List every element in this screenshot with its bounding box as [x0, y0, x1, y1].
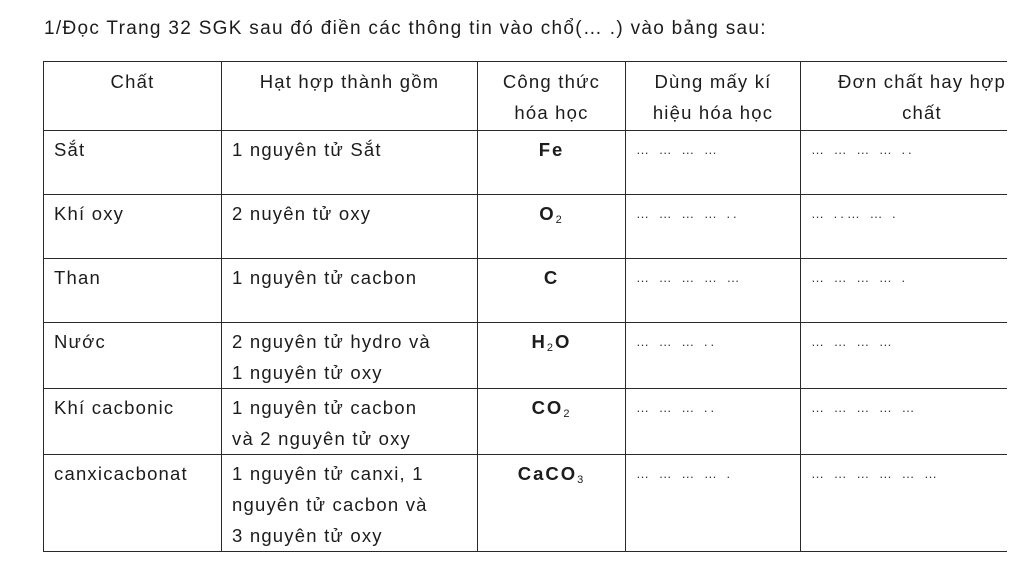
table-row [44, 455, 1008, 552]
cell-substance: Khí cacbonic [44, 389, 222, 455]
header-formula: Công thức hóa học [478, 62, 626, 131]
cell-symbols-blank[interactable]: … … … .. [626, 389, 801, 455]
cell-symbols-blank[interactable]: … … … … .. [626, 195, 801, 259]
cell-symbols-blank[interactable]: … … … .. [626, 323, 801, 389]
cell-symbols-blank[interactable]: … … … … [626, 131, 801, 195]
header-substance: Chất [44, 62, 222, 131]
cell-substance: Sắt [44, 131, 222, 195]
cell-formula: $CO_2$ [478, 389, 626, 455]
cell-type-blank[interactable]: … … … … … [801, 389, 1008, 455]
table-row [44, 131, 1008, 195]
table-header-row [44, 62, 1008, 131]
cell-type-blank[interactable]: … ..… … . [801, 195, 1008, 259]
header-composition: Hạt hợp thành gồm [222, 62, 478, 131]
cell-substance: Khí oxy [44, 195, 222, 259]
header-symbol-count: Dùng mấy kí hiệu hóa học [626, 62, 801, 131]
cell-type-blank[interactable]: … … … … [801, 323, 1008, 389]
cell-type-blank[interactable]: … … … … . [801, 259, 1008, 323]
cell-substance: Nước [44, 323, 222, 389]
cell-formula: $H_2O$ [478, 323, 626, 389]
cell-composition: 1 nguyên tử canxi, 1 nguyên tử cacbon và 3 nguyên tử oxy [222, 455, 478, 552]
cell-composition: 1 nguyên tử cacbon và 2 nguyên tử oxy [222, 389, 478, 455]
table-row [44, 195, 1008, 259]
chemistry-table [43, 61, 1007, 552]
cell-formula: $O_2$ [478, 195, 626, 259]
cell-substance: canxicacbonat [44, 455, 222, 552]
cell-formula: C [478, 259, 626, 323]
cell-type-blank[interactable]: … … … … … … [801, 455, 1008, 552]
cell-formula: Fe [478, 131, 626, 195]
table-row [44, 259, 1008, 323]
cell-symbols-blank[interactable]: … … … … . [626, 455, 801, 552]
cell-formula: CaCO$_3$ [478, 455, 626, 552]
table-row [44, 389, 1008, 455]
cell-type-blank[interactable]: … … … … .. [801, 131, 1008, 195]
cell-composition: 2 nguyên tử hydro và 1 nguyên tử oxy [222, 323, 478, 389]
cell-composition: 1 nguyên tử Sắt [222, 131, 478, 195]
cell-symbols-blank[interactable]: … … … … … [626, 259, 801, 323]
cell-composition: 1 nguyên tử cacbon [222, 259, 478, 323]
instruction-text: 1/Đọc Trang 32 SGK sau đó điền các thông tin vào chổ(… .) vào bảng sau: [44, 18, 767, 39]
cell-substance: Than [44, 259, 222, 323]
table-row [44, 323, 1008, 389]
cell-composition: 2 nuyên tử oxy [222, 195, 478, 259]
header-element-or-compound: Đơn chất hay hợp chất [801, 62, 1008, 131]
